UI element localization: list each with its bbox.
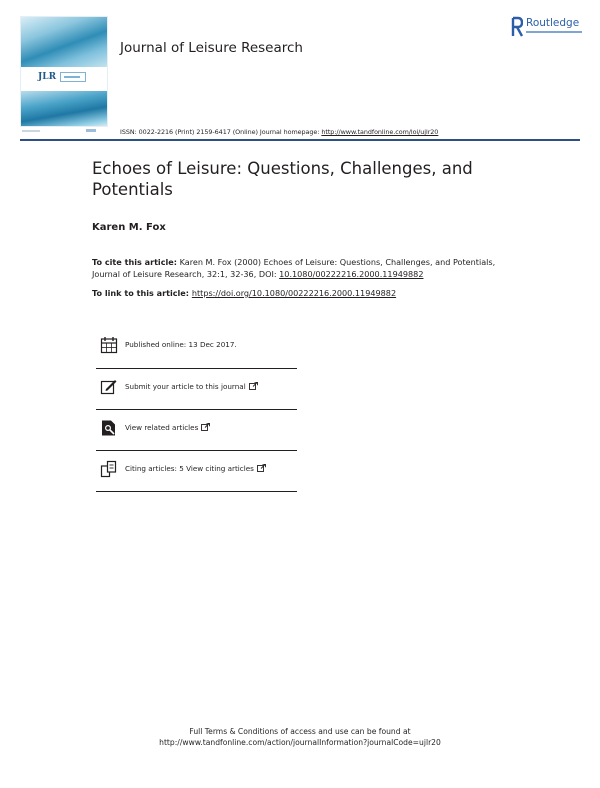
article-title: Echoes of Leisure: Questions, Challenges, and Potentials xyxy=(92,159,473,199)
cover-logo-text: JLR xyxy=(38,72,57,82)
link-label: To link to this article: xyxy=(92,288,192,298)
submit-article-text xyxy=(125,382,258,391)
citing-articles-icon xyxy=(100,460,118,478)
issn-line xyxy=(120,128,438,136)
document-search-icon xyxy=(100,419,118,437)
citation-block xyxy=(92,256,512,280)
footer-terms-text: Full Terms & Conditions of access and use can be found at xyxy=(189,727,411,736)
related-articles-text xyxy=(125,423,210,432)
journal-homepage-link[interactable]: http://www.tandfonline.com/loi/ujlr20 xyxy=(321,128,439,136)
journal-title: Journal of Leisure Research xyxy=(120,40,303,56)
edit-pencil-icon xyxy=(100,378,118,396)
doi-link[interactable]: 10.1080/00222216.2000.11949882 xyxy=(279,269,424,279)
submit-article-row[interactable] xyxy=(96,368,297,408)
publisher-tagline-mark xyxy=(526,30,582,34)
journal-cover-image xyxy=(20,16,108,127)
citing-articles-label: Citing articles: 5 View citing articles xyxy=(125,464,254,473)
article-author: Karen M. Fox xyxy=(92,222,166,233)
publisher-name: Routledge xyxy=(526,17,580,29)
published-online-text: Published online: 13 Dec 2017. xyxy=(125,340,237,349)
calendar-icon xyxy=(100,336,118,354)
cover-badge-mark xyxy=(86,129,96,132)
header-rule xyxy=(20,139,580,141)
external-link-icon xyxy=(257,464,266,472)
related-articles-row[interactable] xyxy=(96,409,297,449)
article-link-line xyxy=(92,288,396,298)
footer-terms xyxy=(100,726,500,748)
routledge-logo-icon xyxy=(511,16,523,38)
cover-caption-mark xyxy=(22,130,40,132)
cover-wave-image xyxy=(21,91,108,127)
submit-article-label: Submit your article to this journal xyxy=(125,382,246,391)
divider xyxy=(96,491,297,492)
article-doi-url-link[interactable]: https://doi.org/10.1080/00222216.2000.11949882 xyxy=(191,288,397,298)
citing-articles-text xyxy=(125,464,266,473)
cite-text: Karen M. Fox (2000) Echoes of Leisure: Questions, Challenges, and Potentials, Journal of Leisure Research, 32:1, 32-36, DOI: xyxy=(92,257,496,279)
footer-terms-link[interactable]: http://www.tandfonline.com/action/journalInformation?journalCode=ujlr20 xyxy=(159,738,441,747)
external-link-icon xyxy=(249,382,258,390)
external-link-icon xyxy=(201,423,210,431)
published-online-row xyxy=(96,326,297,366)
issn-text: ISSN: 0022-2216 (Print) 2159-6417 (Online) Journal homepage: xyxy=(120,128,322,136)
citing-articles-row[interactable] xyxy=(96,450,297,490)
related-articles-label: View related articles xyxy=(125,423,199,432)
cover-water-image xyxy=(21,17,108,67)
cite-label: To cite this article: xyxy=(92,257,178,267)
cover-logo-mark xyxy=(60,72,86,82)
